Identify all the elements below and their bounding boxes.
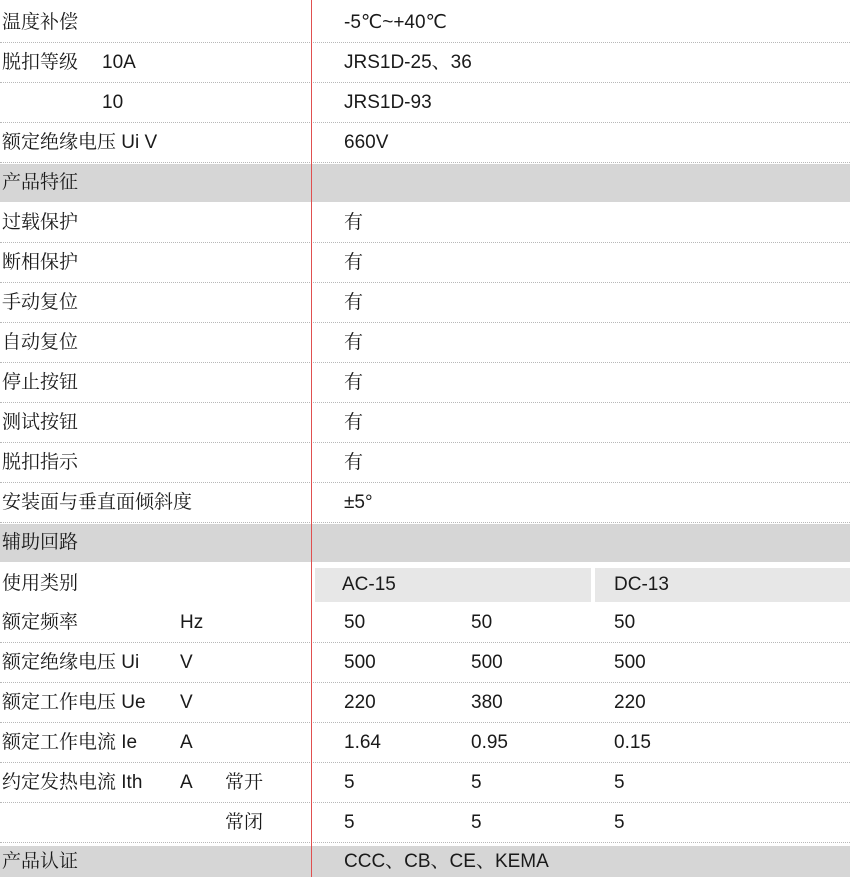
value: CCC、CB、CE、KEMA bbox=[344, 851, 549, 872]
row-trip-class-10a bbox=[0, 43, 850, 83]
value: 有 bbox=[344, 212, 364, 233]
label: 产品认证 bbox=[2, 851, 79, 872]
value: 有 bbox=[344, 452, 364, 473]
label: 手动复位 bbox=[2, 292, 79, 313]
section-title: 产品特征 bbox=[2, 172, 79, 193]
value-ac15-1: 500 bbox=[344, 652, 376, 673]
value-ac15-1: 220 bbox=[344, 692, 376, 713]
value-ac15-2: 5 bbox=[471, 772, 482, 793]
sub-label: 10A bbox=[102, 52, 136, 73]
row-test-button bbox=[0, 403, 850, 443]
value-dc13: 50 bbox=[614, 612, 636, 633]
row-manual-reset bbox=[0, 283, 850, 323]
label: 约定发热电流 Ith bbox=[2, 772, 143, 793]
value: 有 bbox=[344, 412, 364, 433]
label: 额定工作电压 Ue bbox=[2, 692, 146, 713]
label: 过载保护 bbox=[2, 212, 79, 233]
sub-label: 常开 bbox=[225, 772, 264, 793]
value: JRS1D-93 bbox=[344, 92, 432, 113]
row-thermal-current-ith-nc bbox=[0, 803, 850, 843]
section-product-features bbox=[0, 164, 850, 202]
label: 脱扣等级 bbox=[2, 52, 79, 73]
value: 有 bbox=[344, 292, 364, 313]
value-dc13: 5 bbox=[614, 812, 625, 833]
value: -5℃~+40℃ bbox=[344, 12, 447, 33]
row-rated-frequency bbox=[0, 603, 850, 643]
row-temperature-compensation bbox=[0, 3, 850, 43]
value: ±5° bbox=[344, 492, 373, 513]
unit: Hz bbox=[180, 612, 204, 633]
value: 有 bbox=[344, 252, 364, 273]
value-ac15-1: 50 bbox=[344, 612, 366, 633]
label: 测试按钮 bbox=[2, 412, 79, 433]
row-trip-class-10 bbox=[0, 83, 850, 123]
row-stop-button bbox=[0, 363, 850, 403]
row-overload-protection bbox=[0, 203, 850, 243]
value-ac15-2: 50 bbox=[471, 612, 493, 633]
label: 额定绝缘电压 Ui bbox=[2, 652, 140, 673]
row-rated-operating-voltage-ue bbox=[0, 683, 850, 723]
label: 停止按钮 bbox=[2, 372, 79, 393]
value-dc13: 5 bbox=[614, 772, 625, 793]
column-header-dc13: DC-13 bbox=[595, 568, 850, 602]
value: 有 bbox=[344, 332, 364, 353]
label: 温度补偿 bbox=[2, 12, 79, 33]
value-dc13: 500 bbox=[614, 652, 646, 673]
value-dc13: 220 bbox=[614, 692, 646, 713]
row-trip-indicator bbox=[0, 443, 850, 483]
sub-label: 10 bbox=[102, 92, 124, 113]
value-dc13: 0.15 bbox=[614, 732, 651, 753]
sub-label: 常闭 bbox=[225, 812, 264, 833]
value-ac15-2: 380 bbox=[471, 692, 503, 713]
column-divider bbox=[311, 0, 312, 877]
row-rated-insulation-voltage-ui bbox=[0, 643, 850, 683]
row-auto-reset bbox=[0, 323, 850, 363]
label: 安装面与垂直面倾斜度 bbox=[2, 492, 193, 513]
value-ac15-2: 5 bbox=[471, 812, 482, 833]
label: 自动复位 bbox=[2, 332, 79, 353]
value-ac15-1: 1.64 bbox=[344, 732, 381, 753]
value: JRS1D-25、36 bbox=[344, 52, 472, 73]
value-ac15-2: 500 bbox=[471, 652, 503, 673]
row-product-certification bbox=[0, 846, 850, 877]
value: 有 bbox=[344, 372, 364, 393]
label: 脱扣指示 bbox=[2, 452, 79, 473]
label: 额定工作电流 Ie bbox=[2, 732, 138, 753]
unit: V bbox=[180, 652, 193, 673]
label: 额定绝缘电压 Ui V bbox=[2, 132, 158, 153]
value-ac15-1: 5 bbox=[344, 812, 355, 833]
column-header-ac15: AC-15 bbox=[315, 568, 591, 602]
value-ac15-1: 5 bbox=[344, 772, 355, 793]
unit: A bbox=[180, 772, 193, 793]
label: 断相保护 bbox=[2, 252, 79, 273]
label: 额定频率 bbox=[2, 612, 79, 633]
unit: A bbox=[180, 732, 193, 753]
value: 660V bbox=[344, 132, 389, 153]
value-ac15-2: 0.95 bbox=[471, 732, 508, 753]
row-phase-loss-protection bbox=[0, 243, 850, 283]
row-rated-operating-current-ie bbox=[0, 723, 850, 763]
row-thermal-current-ith-no bbox=[0, 763, 850, 803]
unit: V bbox=[180, 692, 193, 713]
row-rated-insulation-voltage bbox=[0, 123, 850, 163]
section-title: 辅助回路 bbox=[2, 532, 79, 553]
label: 使用类别 bbox=[2, 573, 79, 594]
section-auxiliary-circuit bbox=[0, 524, 850, 562]
row-utilization-category bbox=[0, 564, 850, 604]
row-mounting-tilt bbox=[0, 483, 850, 523]
